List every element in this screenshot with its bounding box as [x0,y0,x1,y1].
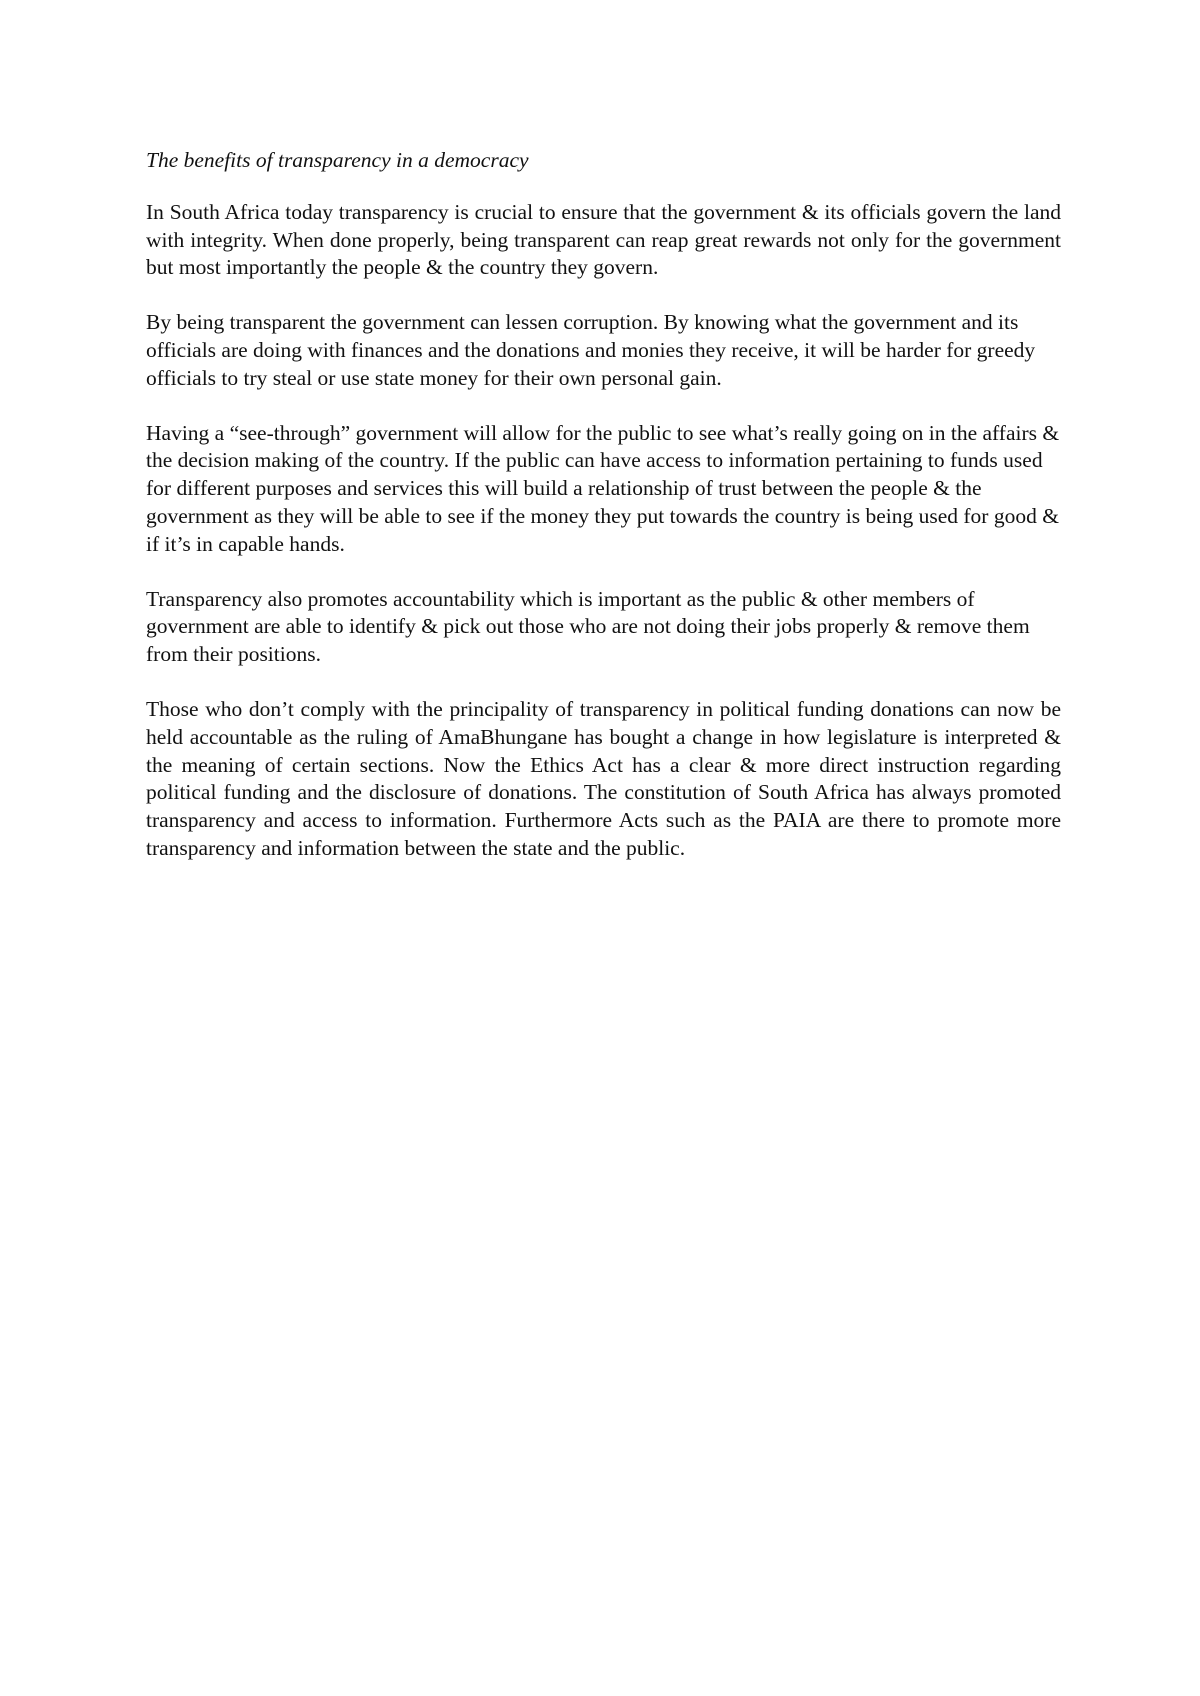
paragraph-accountability: Transparency also promotes accountability which is important as the public & other members of government are able to identify & pick out those who are not doing their jobs properly & remove them from their positions. [146,586,1030,667]
document-body [146,147,1061,890]
paragraph-intro: In South Africa today transparency is crucial to ensure that the government & its officials govern the land with integrity. When done properly, being transparent can reap great rewards not only for the government but most importantly the people & the country they govern. [146,199,1061,280]
paragraph-corruption: By being transparent the government can lessen corruption. By knowing what the government and its officials are doing with finances and the donations and monies they receive, it will be harder for greedy officials to try steal or use state money for their own personal gain. [146,310,1036,390]
paragraph-legislation: Those who don’t comply with the principality of transparency in political funding donations can now be held accountable as the ruling of AmaBhungane has bought a change in how legislature is interpreted & the meaning of certain sections. Now the Ethics Act has a clear & more direct instruction regarding political funding and the disclosure of donations. The constitution of South Africa has always promoted transparency and access to information. Furthermore Acts such as the PAIA are there to promote more transparency and information between the state and the public. [146,696,1061,860]
document-title: The benefits of transparency in a democracy [146,148,529,172]
paragraph-trust: Having a “see-through” government will allow for the public to see what’s really going on in the affairs & the decision making of the country. If the public can have access to information pertaining to funds used for different purposes and services this will build a relationship of trust between the people & the government as they will be able to see if the money they put towards the country is being used for good & if it’s in capable hands. [146,420,1060,556]
